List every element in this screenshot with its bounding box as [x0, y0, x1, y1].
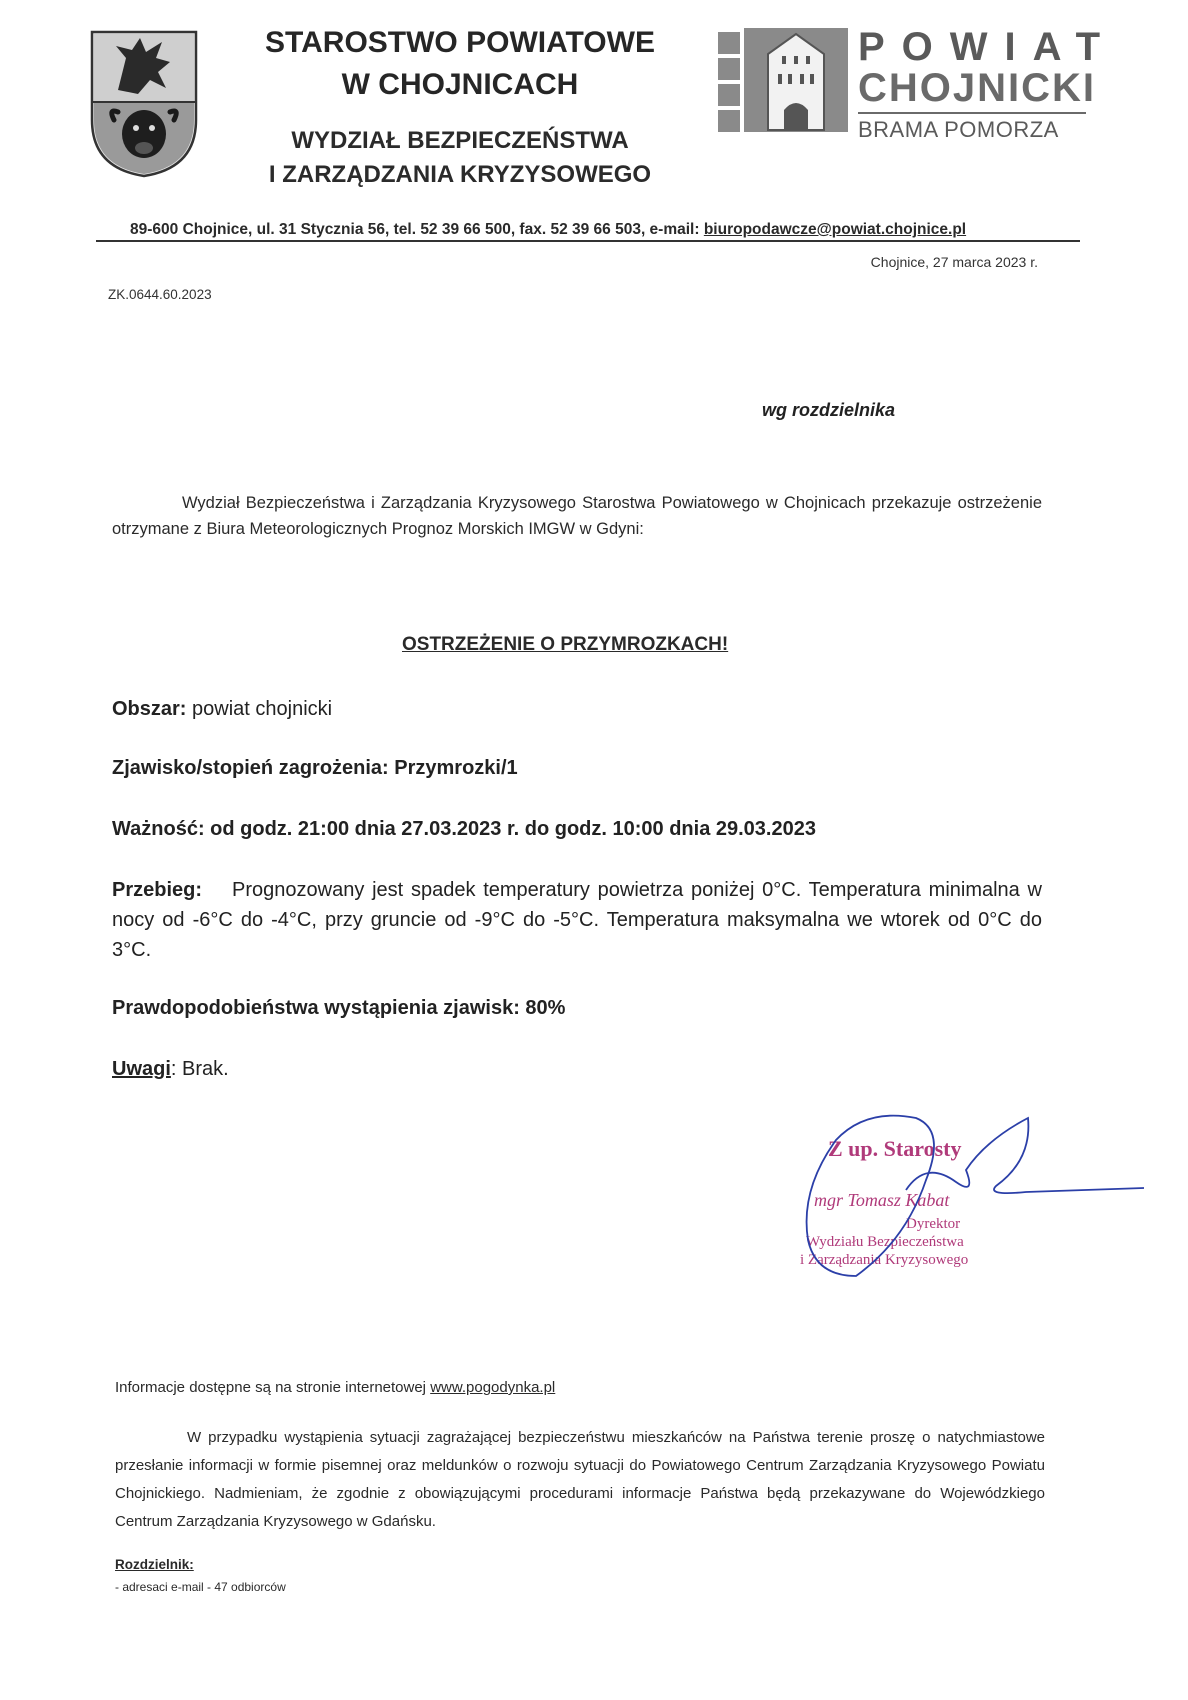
coat-of-arms-icon: [88, 28, 200, 178]
remarks-value: : Brak.: [170, 1058, 229, 1080]
office-name-line2: W CHOJNICACH: [341, 68, 579, 101]
document-date: Chojnice, 27 marca 2023 r.: [870, 254, 1038, 270]
logo-text: [858, 25, 1118, 144]
powiat-chojnicki-logo: [716, 25, 1118, 142]
stamp-line4: Wydziału Bezpieczeństwa: [806, 1234, 964, 1250]
office-name-line1: STAROSTWO POWIATOWE: [265, 26, 655, 59]
validity-value: od godz. 21:00 dnia 27.03.2023 r. do godz. 10:00 dnia 29.03.2023: [204, 818, 816, 840]
email-link[interactable]: biuropodawcze@powiat.chojnice.pl: [703, 221, 967, 238]
probability-field: Prawdopodobieństwa wystąpienia zjawisk: 80%: [112, 997, 566, 1019]
phenomenon-field: Zjawisko/stopień zagrożenia: Przymrozki/1: [112, 757, 518, 779]
course-value: Prognozowany jest spadek temperatury powietrza poniżej 0°C. Temperatura minimalna w nocy od -6°C do -4°C, przy gruncie od -9°C do -5°C. Temperatura maksymalna we wtorek od 0°C do 3°C.: [112, 879, 1042, 961]
remarks-label: Uwagi: [112, 1058, 171, 1080]
course-label: Przebieg:: [112, 879, 203, 901]
closing-text: W przypadku wystąpienia sytuacji zagrażającej bezpieczeństwu mieszkańców na Państwa terenie proszę o natychmiastowe przesłanie informacji w formie pisemnej oraz meldunków o rozwoju sytuacji do Powiatowego Centrum Zarządzania Kryzysowego Powiatu Chojnickiego. Nadmieniam, że zgodnie z obowiązującymi procedurami informacje Państwa będą przekazywane do Wojewódzkiego Centrum Zarządzania Kryzysowego w Gdańsku.: [115, 1429, 1045, 1530]
intro-paragraph: [112, 490, 1042, 542]
info-text: Informacje dostępne są na stronie internetowej: [115, 1379, 431, 1396]
area-field: [112, 698, 332, 721]
distribution-heading: Rozdzielnik:: [115, 1557, 194, 1572]
distribution-item: - adresaci e-mail - 47 odbiorców: [115, 1580, 286, 1594]
department-line2: I ZARZĄDZANIA KRYZYSOWEGO: [268, 161, 652, 188]
validity-field: [112, 818, 816, 841]
recipient: wg rozdzielnika: [762, 400, 896, 420]
office-header: [240, 22, 680, 192]
area-value: powiat chojnicki: [186, 698, 333, 720]
stamp-line2: mgr Tomasz Kabat: [814, 1190, 950, 1210]
reference-number: ZK.0644.60.2023: [108, 287, 212, 302]
logo-powiat: POWIAT: [858, 25, 1118, 69]
signature-stamp: [796, 1100, 1176, 1280]
logo-chojnicki: CHOJNICKI: [858, 66, 1097, 110]
area-label: Obszar:: [112, 698, 187, 720]
department-line1: WYDZIAŁ BEZPIECZEŃSTWA: [291, 127, 629, 154]
tower-gate-icon: [716, 26, 852, 134]
header-divider: [96, 240, 1080, 242]
course-field: [112, 875, 1042, 965]
logo-brama-pomorza: BRAMA POMORZA: [858, 112, 1086, 144]
office-address: [130, 221, 966, 239]
address-text: 89-600 Chojnice, ul. 31 Stycznia 56, tel. 52 39 66 500, fax. 52 39 66 503, e-mail:: [130, 221, 704, 238]
warning-title: OSTRZEŻENIE O PRZYMROZKACH!: [402, 634, 729, 655]
validity-label: Ważność:: [112, 818, 205, 840]
info-line: [115, 1379, 555, 1396]
stamp-line3: Dyrektor: [906, 1216, 961, 1232]
stamp-line1: Z up. Starosty: [828, 1136, 962, 1161]
stamp-line5: i Zarządzania Kryzysowego: [800, 1252, 969, 1268]
pogodynka-link[interactable]: www.pogodynka.pl: [430, 1379, 556, 1396]
intro-text: Wydział Bezpieczeństwa i Zarządzania Kryzysowego Starostwa Powiatowego w Chojnicach przekazuje ostrzeżenie otrzymane z Biura Meteorologicznych Prognoz Morskich IMGW w Gdyni:: [112, 494, 1042, 538]
closing-paragraph: [115, 1424, 1045, 1536]
remarks-field: [112, 1058, 229, 1081]
